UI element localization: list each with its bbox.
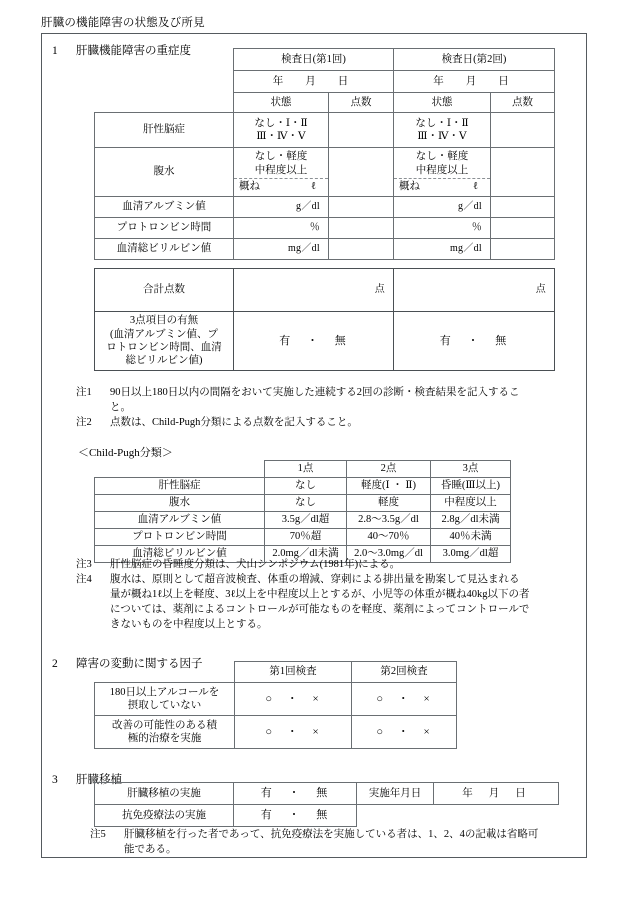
note-4 xyxy=(76,573,581,633)
alcohol-abstinence-label xyxy=(95,683,235,716)
exam1-state-header: 状態 xyxy=(234,93,329,113)
transplant-spacer-1 xyxy=(357,805,434,827)
note-4-line4: きないものを中程度以上とする。 xyxy=(110,618,268,630)
alcohol-choice-1: ○ ・ × xyxy=(265,692,325,705)
albumin-value-exam1[interactable] xyxy=(234,197,329,218)
alcohol-abstinence-exam1[interactable] xyxy=(235,683,352,716)
row-label-ascites: 腹水 xyxy=(95,148,234,197)
table-row xyxy=(95,683,457,716)
note-4-line1: 腹水は、原則として超音波検査、体重の増減、穿刺による排出量を勘案して見込まれる xyxy=(110,574,520,585)
row-label-albumin: 血清アルブミン値 xyxy=(95,197,234,218)
note-5-line1: 肝臓移植を行った者であって、抗免疫療法を実施している者は、1、2、4の記載は省略可 xyxy=(124,829,539,840)
note-4-line2: 量が概ね1ℓ以上を軽度、3ℓ以上を中程度以上とするが、小児等の体重が概ね40kg以下の者 xyxy=(110,588,530,600)
cp-bilirubin-1: 2.0mg／dl未満 xyxy=(265,546,347,563)
exam1-date-field[interactable] xyxy=(234,71,394,93)
page-title: 肝臓の機能障害の状態及び所見 xyxy=(41,17,205,29)
section2-label: 障害の変動に関する因子 xyxy=(76,658,203,670)
ascites-litre-unit-2: ℓ xyxy=(472,181,478,193)
exam2-year-label: 年 xyxy=(433,75,466,87)
albumin-unit-2: g／dl xyxy=(458,200,482,212)
cp-ascites-3: 中程度以上 xyxy=(431,495,511,512)
albumin-score-exam1[interactable] xyxy=(329,197,394,218)
section1-number: 1 xyxy=(52,45,58,57)
empty-corner-cell-2 xyxy=(95,71,234,93)
table-row xyxy=(95,805,559,827)
treatment-choice-1: ○ ・ × xyxy=(265,725,325,738)
cp-row-label-bilirubin: 血清総ビリルビン値 xyxy=(95,546,265,563)
bilirubin-unit-2: mg／dl xyxy=(449,242,482,254)
three-point-exam1[interactable] xyxy=(234,312,394,371)
exam1-day-label: 日 xyxy=(337,75,371,87)
cp-encephalopathy-1: なし xyxy=(265,478,347,495)
liver-transplant-table xyxy=(94,782,559,827)
ascites-state-exam2[interactable] xyxy=(394,148,491,197)
table-row xyxy=(95,113,555,148)
transplant-performed-value[interactable] xyxy=(234,783,357,805)
section1-label: 肝臓機能障害の重症度 xyxy=(76,45,191,57)
empty-corner-cell-3 xyxy=(95,93,234,113)
variation-col-exam2: 第2回検査 xyxy=(352,662,457,683)
table-row xyxy=(95,783,559,805)
note-3 xyxy=(76,558,581,573)
child-pugh-col-3point: 3点 xyxy=(431,461,511,478)
active-treatment-exam2[interactable] xyxy=(352,716,457,749)
immunosuppression-choice: 有 ・ 無 xyxy=(260,809,335,822)
exam1-score-header: 点数 xyxy=(329,93,394,113)
transplant-year-label: 年 xyxy=(462,787,489,799)
table-row xyxy=(95,218,555,239)
ascites-litre-unit: ℓ xyxy=(310,181,316,193)
encephalopathy-score-exam1[interactable] xyxy=(329,113,394,148)
transplant-performed-label: 肝臓移植の実施 xyxy=(95,783,234,805)
severity-header-sub-row xyxy=(95,93,555,113)
table-row xyxy=(95,512,511,529)
immunosuppression-value[interactable] xyxy=(234,805,357,827)
note-1 xyxy=(76,386,576,416)
section3-number: 3 xyxy=(52,774,58,786)
cp-ascites-2: 軽度 xyxy=(347,495,431,512)
treatment-label-line1: 改善の可能性のある積 xyxy=(112,719,217,731)
empty-corner-cell xyxy=(95,49,234,71)
child-pugh-col-2point: 2点 xyxy=(347,461,431,478)
variation-header-row xyxy=(95,662,457,683)
three-point-row xyxy=(95,312,555,371)
section3-label: 肝臓移植 xyxy=(76,774,122,786)
table-row xyxy=(95,478,511,495)
row-label-bilirubin: 血清総ビリルビン値 xyxy=(95,239,234,260)
note-2 xyxy=(76,416,576,431)
total-score-unit-2: 点 xyxy=(535,283,546,295)
cp-albumin-3: 2.8g／dl未満 xyxy=(431,512,511,529)
albumin-score-exam2[interactable] xyxy=(491,197,555,218)
cp-prothrombin-1: 70％超 xyxy=(265,529,347,546)
encephalopathy-state-exam2[interactable] xyxy=(394,113,491,148)
table-row xyxy=(95,148,555,197)
exam1-header: 検査日(第1回) xyxy=(234,49,394,71)
treatment-label-line2: 極的治療を実施 xyxy=(127,733,202,744)
child-pugh-col-1point: 1点 xyxy=(265,461,347,478)
active-treatment-exam1[interactable] xyxy=(235,716,352,749)
variation-col-exam1: 第1回検査 xyxy=(235,662,352,683)
note-2-line1: 点数は、Child-Pugh分類による点数を記入すること。 xyxy=(110,417,358,428)
immunosuppression-label: 抗免疫療法の実施 xyxy=(95,805,234,827)
cp-albumin-1: 3.5g／dl超 xyxy=(265,512,347,529)
alcohol-choice-2: ○ ・ × xyxy=(376,692,436,705)
cp-row-label-albumin: 血清アルブミン値 xyxy=(95,512,265,529)
three-point-label-line2: (血清アルブミン値、プ xyxy=(109,328,219,340)
albumin-value-exam2[interactable] xyxy=(394,197,491,218)
transplant-date-field[interactable] xyxy=(434,783,559,805)
transplant-day-label: 日 xyxy=(515,787,542,799)
total-score-exam1[interactable] xyxy=(234,269,394,312)
bilirubin-value-exam1[interactable] xyxy=(234,239,329,260)
severity-header-exam-row xyxy=(95,49,555,71)
prothrombin-value-exam2[interactable] xyxy=(394,218,491,239)
table-row xyxy=(95,529,511,546)
note-3-tag: 注3 xyxy=(76,559,92,570)
note-3-line1: 肝性脳症の昏睡度分類は、犬山シンポジウム(1981年)による。 xyxy=(110,559,401,570)
alcohol-abstinence-exam2[interactable] xyxy=(352,683,457,716)
cp-row-label-ascites: 腹水 xyxy=(95,495,265,512)
prothrombin-score-exam2[interactable] xyxy=(491,218,555,239)
note-1-line2: と。 xyxy=(110,401,131,413)
total-score-table xyxy=(94,268,555,371)
variation-factors-table xyxy=(94,661,457,749)
cp-encephalopathy-2: 軽度(Ⅰ ・ Ⅱ) xyxy=(347,478,431,495)
prothrombin-score-exam1[interactable] xyxy=(329,218,394,239)
child-pugh-header-row xyxy=(95,461,511,478)
severity-header-date-row xyxy=(95,71,555,93)
bilirubin-score-exam1[interactable] xyxy=(329,239,394,260)
encephalopathy-state-line1: なし・Ⅰ・Ⅱ xyxy=(254,117,308,129)
exam2-date-field[interactable] xyxy=(394,71,555,93)
ascites-state-exam1[interactable] xyxy=(234,148,329,197)
prothrombin-unit-2: ％ xyxy=(471,221,482,233)
cp-albumin-2: 2.8～3.5g／dl xyxy=(347,512,431,529)
cp-prothrombin-3: 40％未満 xyxy=(431,529,511,546)
child-pugh-title: ＜Child-Pugh分類＞ xyxy=(78,447,173,459)
total-score-row xyxy=(95,269,555,312)
section2-number: 2 xyxy=(52,658,58,670)
cp-bilirubin-3: 3.0mg／dl超 xyxy=(431,546,511,563)
transplant-month-label: 月 xyxy=(488,787,516,799)
exam1-month-label: 月 xyxy=(305,75,338,87)
prothrombin-value-exam1[interactable] xyxy=(234,218,329,239)
three-point-label-line3: ロトロンビン時間、血清 xyxy=(106,342,222,353)
prothrombin-unit-1: ％ xyxy=(309,221,320,233)
ascites-state2-line1: なし・軽度 xyxy=(415,151,469,163)
ascites-score-exam1[interactable] xyxy=(329,148,394,197)
cp-prothrombin-2: 40～70％ xyxy=(347,529,431,546)
table-row xyxy=(95,495,511,512)
note-1-line1: 90日以上180日以内の間隔をおいて実施した連続する2回の診断・検査結果を記入するこ xyxy=(110,387,520,398)
transplant-choice: 有 ・ 無 xyxy=(260,787,335,800)
ascites-state2-line2: 中程度以上 xyxy=(415,164,469,176)
encephalopathy-state2-line1: なし・Ⅰ・Ⅱ xyxy=(415,117,469,129)
cp-ascites-1: なし xyxy=(265,495,347,512)
table-row xyxy=(95,197,555,218)
treatment-choice-2: ○ ・ × xyxy=(376,725,436,738)
exam2-score-header: 点数 xyxy=(491,93,555,113)
exam2-day-label: 日 xyxy=(498,75,531,87)
three-point-choice-1: 有 ・ 無 xyxy=(279,334,353,347)
note-5-line2: 能である。 xyxy=(124,843,177,855)
cp-row-label-encephalopathy: 肝性脳症 xyxy=(95,478,265,495)
three-point-label-line4: 総ビリルビン値) xyxy=(125,355,203,367)
table-row xyxy=(95,239,555,260)
ascites-score-exam2[interactable] xyxy=(491,148,555,197)
transplant-spacer-2 xyxy=(434,805,559,827)
table-row xyxy=(95,716,457,749)
child-pugh-table xyxy=(94,460,511,563)
row-label-encephalopathy: 肝性脳症 xyxy=(95,113,234,148)
alcohol-label-line1: 180日以上アルコールを xyxy=(109,686,220,698)
alcohol-label-line2: 摂取していない xyxy=(127,700,202,711)
ascites-state-line1: なし・軽度 xyxy=(254,151,308,163)
note-5 xyxy=(90,828,585,858)
three-point-exam2[interactable] xyxy=(394,312,555,371)
bilirubin-value-exam2[interactable] xyxy=(394,239,491,260)
exam2-state-header: 状態 xyxy=(394,93,491,113)
encephalopathy-score-exam2[interactable] xyxy=(491,113,555,148)
note-1-tag: 注1 xyxy=(76,387,92,398)
ascites-approx-label: 概ね xyxy=(239,181,260,193)
three-point-choice-2: 有 ・ 無 xyxy=(439,334,514,347)
cp-bilirubin-2: 2.0～3.0mg／dl xyxy=(347,546,431,563)
total-score-unit-1: 点 xyxy=(374,283,385,295)
ascites-state-line2: 中程度以上 xyxy=(254,164,308,176)
note-4-tag: 注4 xyxy=(76,574,92,585)
note-2-tag: 注2 xyxy=(76,417,92,428)
cp-encephalopathy-3: 昏睡(Ⅲ以上) xyxy=(431,478,511,495)
bilirubin-unit-1: mg／dl xyxy=(287,242,320,254)
encephalopathy-state-line2: Ⅲ・Ⅳ・Ⅴ xyxy=(256,131,306,142)
encephalopathy-state2-line2: Ⅲ・Ⅳ・Ⅴ xyxy=(417,131,467,142)
albumin-unit-1: g／dl xyxy=(296,200,320,212)
active-treatment-label xyxy=(95,716,235,749)
row-label-prothrombin: プロトロンビン時間 xyxy=(95,218,234,239)
transplant-date-label: 実施年月日 xyxy=(357,783,434,805)
ascites-approx-label-2: 概ね xyxy=(399,181,420,193)
three-point-label-line1: 3点項目の有無 xyxy=(129,315,199,327)
total-score-exam2[interactable] xyxy=(394,269,555,312)
exam2-header: 検査日(第2回) xyxy=(394,49,555,71)
note-5-tag: 注5 xyxy=(90,829,106,840)
note-4-line3: については、薬剤によるコントロールが可能なものを軽度、薬剤によってコントロールで xyxy=(110,603,530,615)
exam1-year-label: 年 xyxy=(272,75,306,87)
cp-row-label-prothrombin: プロトロンビン時間 xyxy=(95,529,265,546)
child-pugh-empty-corner xyxy=(95,461,265,478)
encephalopathy-state-exam1[interactable] xyxy=(234,113,329,148)
total-score-label: 合計点数 xyxy=(95,269,234,312)
variation-empty-corner xyxy=(95,662,235,683)
three-point-label xyxy=(95,312,234,371)
severity-table xyxy=(94,48,555,260)
exam2-month-label: 月 xyxy=(465,75,499,87)
bilirubin-score-exam2[interactable] xyxy=(491,239,555,260)
